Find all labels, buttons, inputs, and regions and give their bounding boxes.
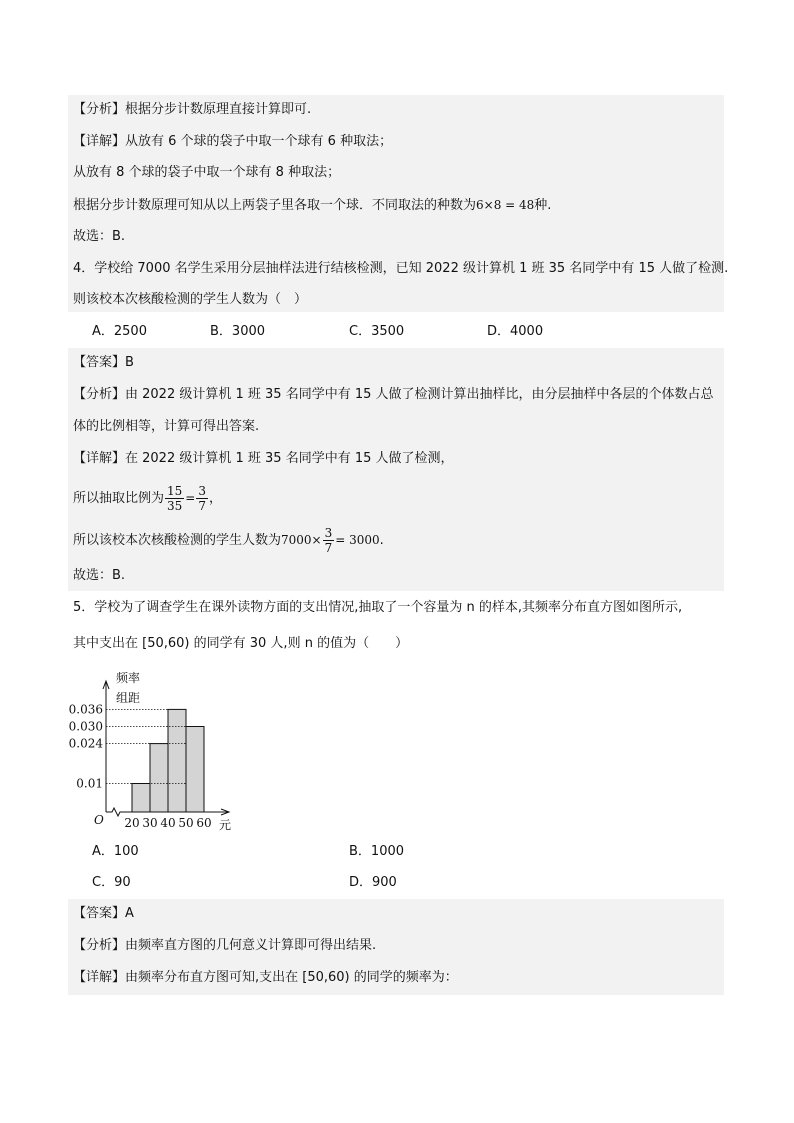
q4-option-c[interactable]: C．3500: [349, 324, 405, 339]
q3-detail-1: 【详解】从放有 6 个球的袋子中取一个球有 6 种取法；: [73, 134, 393, 149]
q3-detail-3: [73, 196, 551, 215]
q4-stem-1: 4．学校给 7000 名学生采用分层抽样法进行结核检测，已知 2022 级计算机 1 班 35 名同学中有 15 人做了检测.: [73, 261, 729, 276]
x-tick-label: 60: [196, 816, 212, 830]
x-axis-label: 元: [219, 818, 232, 832]
frequency-histogram: [68, 668, 248, 836]
q3-detail-3-suffix: 种.: [534, 198, 552, 213]
q5-option-d[interactable]: D．900: [349, 875, 397, 890]
q4-answer: 【答案】B: [73, 355, 134, 370]
q4-choice: 故选：B.: [73, 568, 126, 583]
q4-detail-3-text: 所以该校本次核酸检测的学生人数为: [73, 533, 282, 548]
q4-option-b[interactable]: B．3000: [210, 324, 266, 339]
q5-detail-1: 【详解】由频率分布直方图可知,支出在 [50,60) 的同学的频率为：: [73, 970, 458, 985]
y-tick-label: 0.036: [68, 702, 103, 717]
q4-detail-2: [73, 482, 222, 515]
x-tick-label: 50: [178, 816, 194, 830]
histogram-bar: [168, 709, 186, 812]
y-axis-label-top: 频率: [116, 671, 141, 685]
q4-detail-3-suffix: .: [379, 533, 384, 548]
y-axis-label-bottom: 组距: [116, 691, 141, 705]
q3-detail-3-math: 6×8 = 48: [476, 198, 535, 212]
histogram-bar: [186, 727, 204, 813]
fraction-numerator: 15: [167, 484, 183, 498]
q3-detail-2: 从放有 8 个球的袋子中取一个球有 8 种取法；: [73, 165, 341, 180]
q4-detail-3-math-b: = 3000: [335, 533, 380, 547]
origin-label: O: [94, 813, 104, 827]
q4-detail-2-text: 所以抽取比例为: [73, 491, 165, 506]
y-tick-label: 0.024: [68, 736, 103, 751]
y-tick-label: 0.030: [68, 719, 103, 734]
fraction-denominator: 35: [167, 499, 183, 513]
q5-option-c[interactable]: C．90: [92, 875, 131, 890]
x-tick-label: 20: [124, 816, 140, 830]
q4-detail-3-math-a: 7000×: [281, 533, 322, 547]
q5-option-b[interactable]: B．1000: [349, 844, 405, 859]
y-tick-label: 0.01: [76, 776, 103, 791]
fraction-3-7: [196, 484, 208, 513]
histogram-bar: [132, 784, 150, 813]
fraction-3-7: [323, 526, 335, 555]
histogram-bar: [150, 744, 168, 812]
q4-detail-1: 【详解】在 2022 级计算机 1 班 35 名同学中有 15 人做了检测，: [73, 451, 454, 466]
q3-analysis: 【分析】根据分步计数原理直接计算即可.: [73, 102, 312, 117]
fraction-15-35: [165, 484, 184, 513]
q4-detail-3: [73, 524, 384, 557]
q4-analysis-1: 【分析】由 2022 级计算机 1 班 35 名同学中有 15 人做了检测计算出抽样比，由分层抽样中各层的个体数占总: [73, 387, 714, 402]
x-tick-label: 30: [142, 816, 158, 830]
equals-sign: =: [185, 491, 196, 505]
q5-stem-2: 其中支出在 [50,60) 的同学有 30 人,则 n 的值为（ ）: [73, 636, 409, 651]
fraction-numerator: 3: [324, 526, 333, 540]
fraction-denominator: 7: [324, 541, 333, 555]
q4-option-a[interactable]: A．2500: [92, 324, 147, 339]
q4-stem-2: 则该校本次核酸检测的学生人数为（ ）: [73, 292, 308, 307]
fraction-numerator: 3: [198, 484, 206, 498]
q3-detail-3-text: 根据分步计数原理可知从以上两袋子里各取一个球．不同取法的种数为: [73, 198, 477, 213]
q5-stem-1: 5．学校为了调查学生在课外读物方面的支出情况,抽取了一个容量为 n 的样本,其频率分布直方图如图所示,: [73, 600, 683, 615]
q4-detail-2-suffix: ，: [209, 491, 223, 506]
x-tick-label: 40: [160, 816, 176, 830]
q5-option-a[interactable]: A．100: [92, 844, 139, 859]
fraction-denominator: 7: [198, 499, 206, 513]
q4-analysis-2: 体的比例相等，计算可得出答案.: [73, 419, 260, 434]
q5-answer: 【答案】A: [73, 906, 134, 921]
q3-choice: 故选：B.: [73, 229, 126, 244]
q4-option-d[interactable]: D．4000: [487, 324, 544, 339]
q5-analysis: 【分析】由频率直方图的几何意义计算即可得出结果.: [73, 938, 377, 953]
